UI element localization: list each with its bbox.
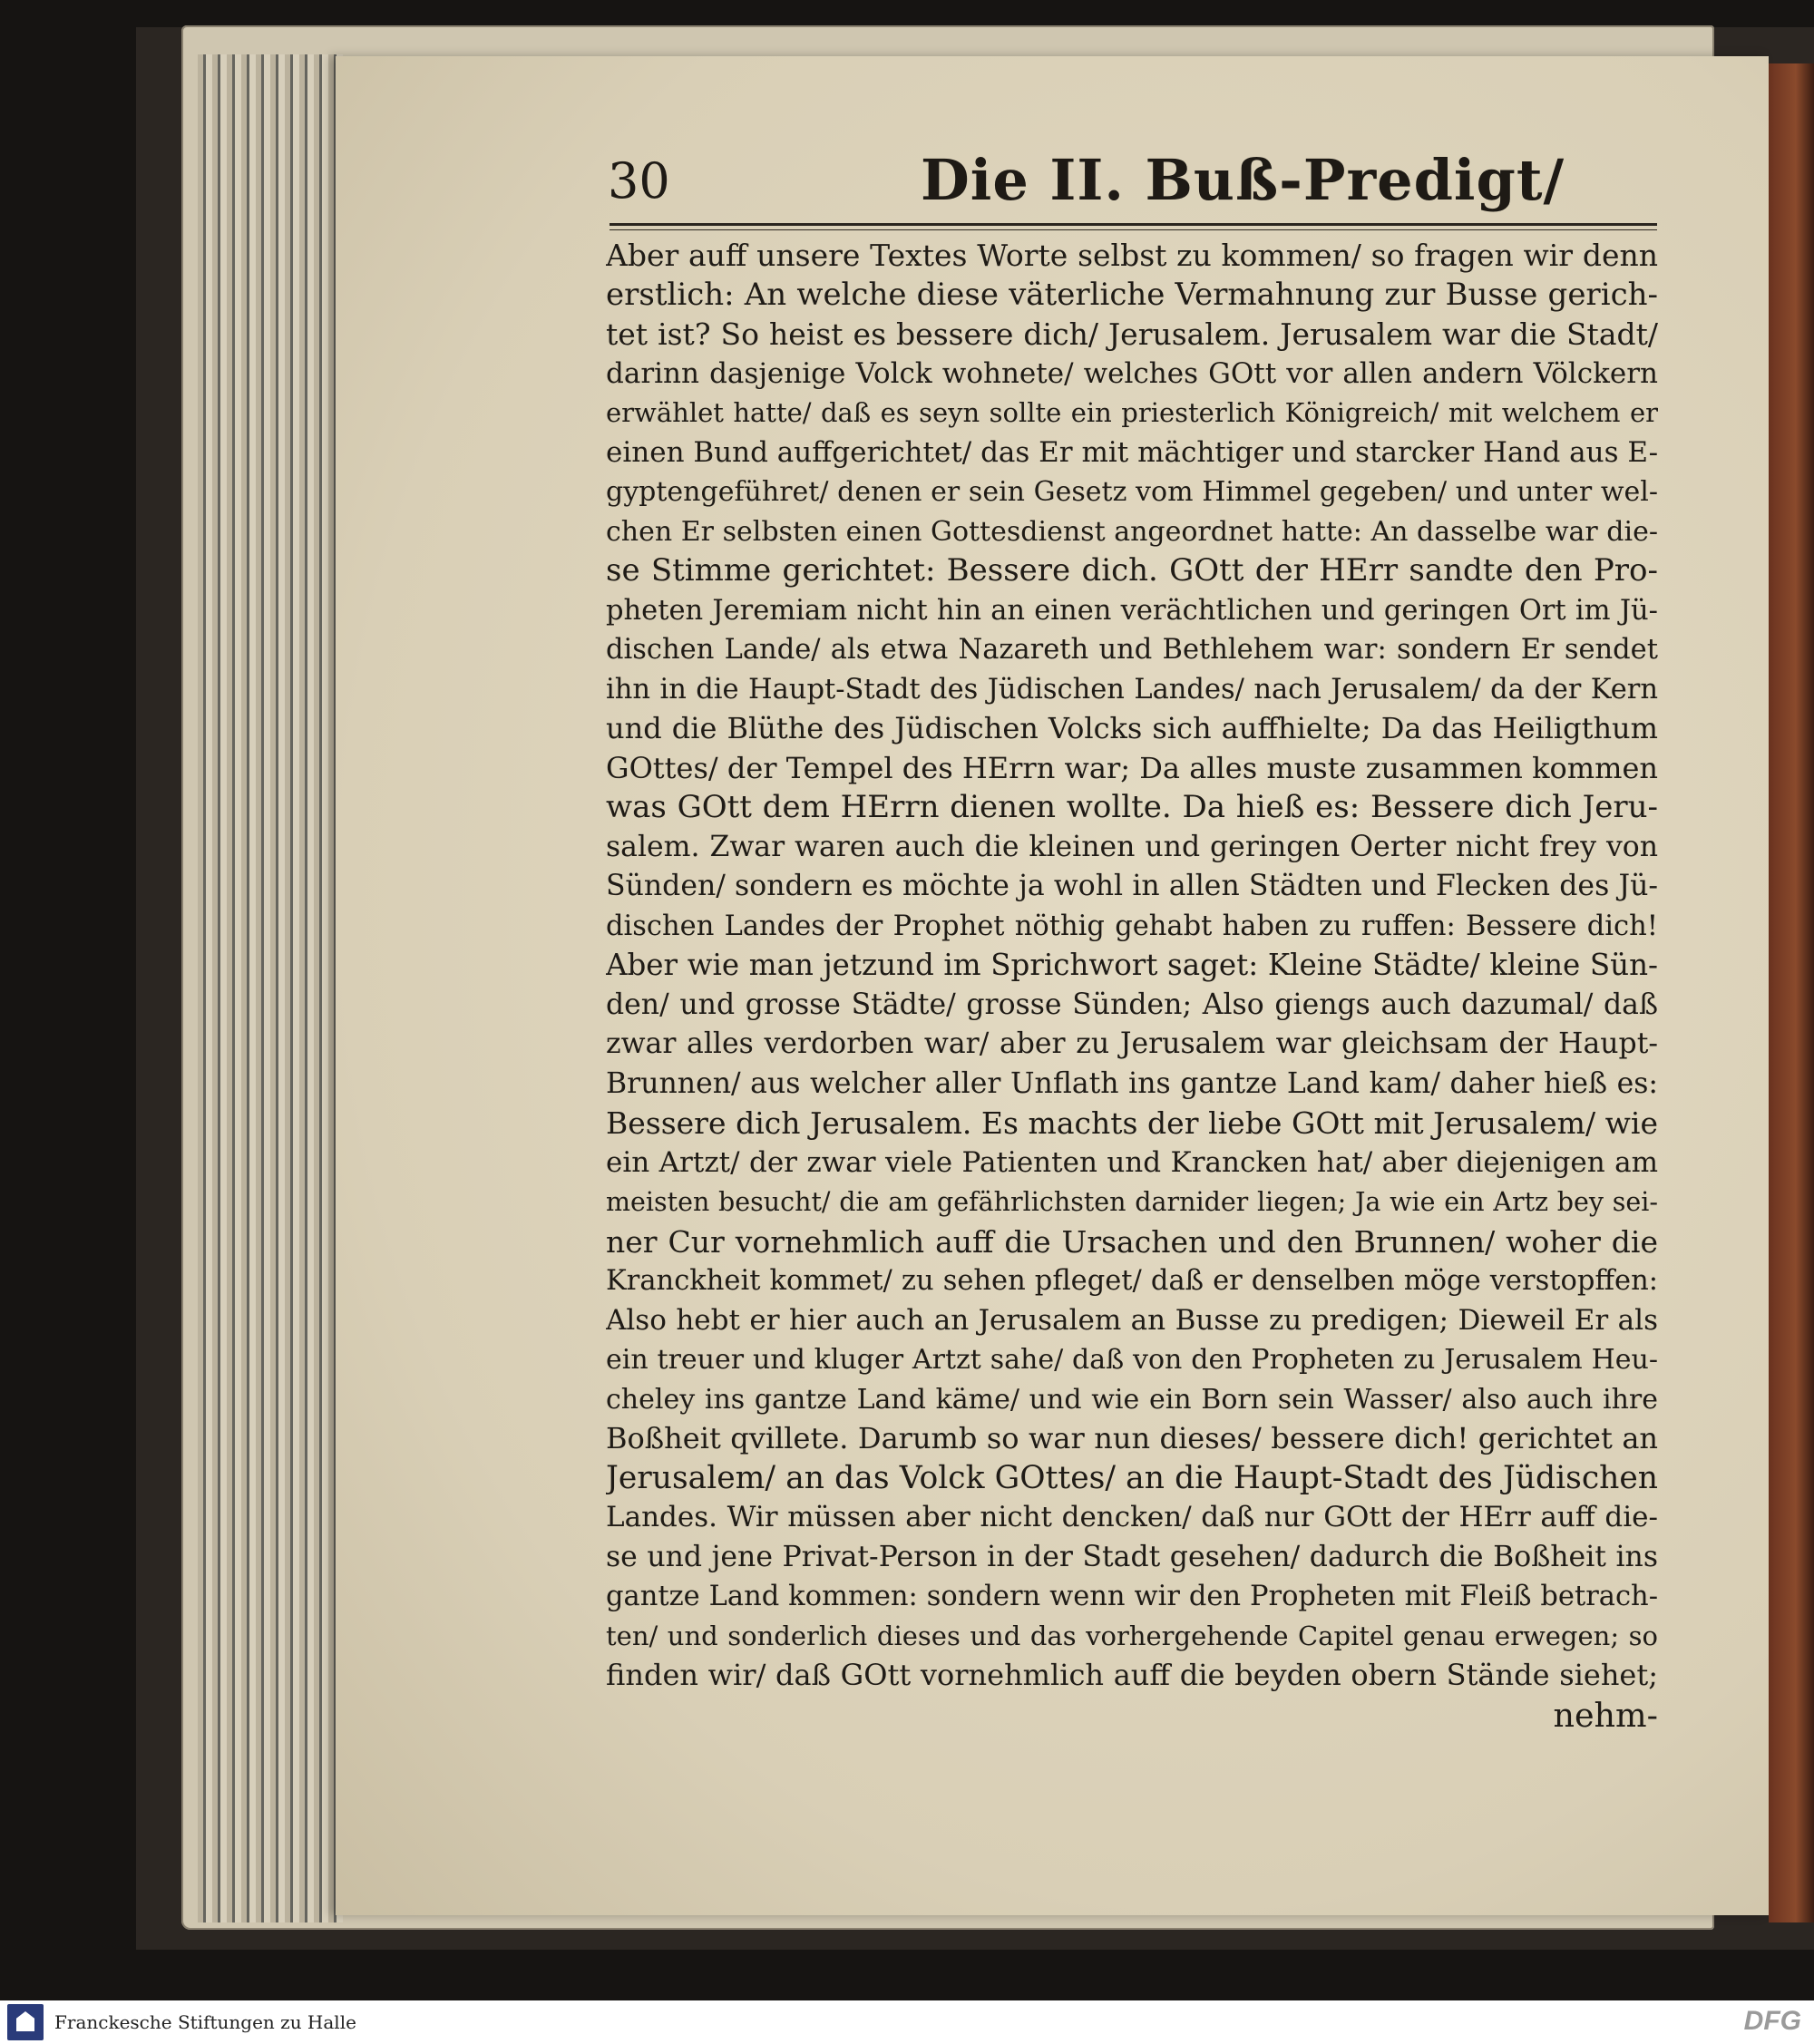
text-line: meisten besucht/ die am gefährlichsten darnider liegen; Ja wie ein Artz bey sei-: [606, 1187, 1658, 1217]
institution-name: Franckesche Stiftungen zu Halle: [54, 2011, 356, 2033]
text-line: ten/ und sonderlich dieses und das vorhergehende Capitel genau erwegen; so: [606, 1620, 1658, 1651]
page-header: [608, 134, 1660, 216]
text-line: erwählet hatte/ daß es seyn sollte ein priesterlich Königreich/ mit welchem er: [606, 397, 1658, 428]
running-head: Die II. Buß-Predigt/: [921, 147, 1565, 213]
page-edges: [198, 54, 343, 1922]
text-line: salem. Zwar waren auch die kleinen und geringen Oerter nicht frey von: [606, 830, 1658, 863]
text-line: Kranckheit kommet/ zu sehen pfleget/ daß er denselben möge verstopffen:: [606, 1265, 1658, 1297]
text-line: ihn in die Haupt-Stadt des Jüdischen Landes/ nach Jerusalem/ da der Kern: [606, 673, 1658, 706]
text-line: Aber wie man jetzund im Sprichwort saget: Kleine Städte/ kleine Sün-: [606, 948, 1658, 982]
text-line: chen Er selbsten einen Gottesdienst angeordnet hatte: An dasselbe war die-: [606, 515, 1658, 548]
text-line: gyptengeführet/ denen er sein Gesetz vom Himmel gegeben/ und unter wel-: [606, 476, 1658, 508]
text-line: GOttes/ der Tempel des HErrn war; Da alles muste zusammen kommen: [606, 750, 1658, 785]
text-line: ein treuer und kluger Artzt sahe/ daß von den Propheten zu Jerusalem Heu-: [606, 1344, 1658, 1376]
text-line: Boßheit qvillete. Darumb so war nun dieses/ bessere dich! gerichtet an: [606, 1421, 1658, 1455]
text-line: Jerusalem/ an das Volck GOttes/ an die Haupt-Stadt des Jüdischen: [606, 1459, 1658, 1496]
text-line: ner Cur vornehmlich auff die Ursachen und den Brunnen/ woher die: [606, 1223, 1658, 1260]
dfg-logo: DFG: [1743, 2006, 1801, 2036]
text-line: se Stimme gerichtet: Bessere dich. GOtt der HErr sandte den Pro-: [606, 552, 1658, 589]
text-line: se und jene Privat-Person in der Stadt gesehen/ dadurch die Boßheit ins: [606, 1540, 1658, 1573]
text-line: einen Bund auffgerichtet/ das Er mit mächtiger und starcker Hand aus E-: [606, 435, 1658, 469]
text-line: darinn dasjenige Volck wohnete/ welches GOtt vor allen andern Völckern: [606, 356, 1658, 390]
text-line: ein Artzt/ der zwar viele Patienten und Krancken hat/ aber diejenigen am: [606, 1145, 1658, 1179]
text-line: finden wir/ daß GOtt vornehmlich auff die beyden obern Stände siehet;: [606, 1658, 1658, 1692]
text-line: Aber auff unsere Textes Worte selbst zu kommen/ so fragen wir denn: [606, 238, 1658, 273]
text-line: dischen Landes der Prophet nöthig gehabt haben zu ruffen: Bessere dich!: [606, 910, 1658, 942]
text-line: cheley ins gantze Land käme/ und wie ein Born sein Wasser/ also auch ihre: [606, 1383, 1658, 1416]
text-line: was GOtt dem HErrn dienen wollte. Da hieß es: Bessere dich Jeru-: [606, 789, 1658, 825]
text-line: Landes. Wir müssen aber nicht dencken/ daß nur GOtt der HErr auff die-: [606, 1501, 1658, 1533]
text-line: den/ und grosse Städte/ grosse Sünden; Also giengs auch dazumal/ daß: [606, 988, 1658, 1021]
text-line: pheten Jeremiam nicht hin an einen verächtlichen und geringen Ort im Jü-: [606, 594, 1658, 627]
text-line: zwar alles verdorben war/ aber zu Jerusalem war gleichsam der Haupt-: [606, 1027, 1658, 1060]
text-line: Bessere dich Jerusalem. Es machts der liebe GOtt mit Jerusalem/ wie: [606, 1105, 1658, 1141]
page-number: 30: [608, 152, 670, 209]
text-line: tet ist? So heist es bessere dich/ Jerusalem. Jerusalem war die Stadt/: [606, 316, 1658, 352]
viewer-footer: [0, 2000, 1814, 2044]
text-line: gantze Land kommen: sondern wenn wir den Propheten mit Fleiß betrach-: [606, 1581, 1658, 1612]
body-text: [606, 236, 1658, 1735]
text-line: Also hebt er hier auch an Jerusalem an Busse zu predigen; Dieweil Er als: [606, 1303, 1658, 1337]
text-line: Sünden/ sondern es möchte ja wohl in allen Städten und Flecken des Jü-: [606, 870, 1658, 902]
book-cover-edge: [1769, 63, 1814, 1922]
text-line: erstlich: An welche diese väterliche Vermahnung zur Busse gerich-: [606, 276, 1658, 313]
catchword: nehm-: [1553, 1695, 1658, 1735]
text-line: dischen Lande/ als etwa Nazareth und Bethlehem war: sondern Er sendet: [606, 634, 1658, 666]
header-rule: [610, 223, 1657, 230]
text-line: Brunnen/ aus welcher aller Unflath ins gantze Land kam/ daher hieß es:: [606, 1066, 1658, 1100]
text-line: und die Blüthe des Jüdischen Volcks sich auffhielte; Da das Heiligthum: [606, 711, 1658, 745]
institution-logo-icon: [7, 2004, 44, 2040]
